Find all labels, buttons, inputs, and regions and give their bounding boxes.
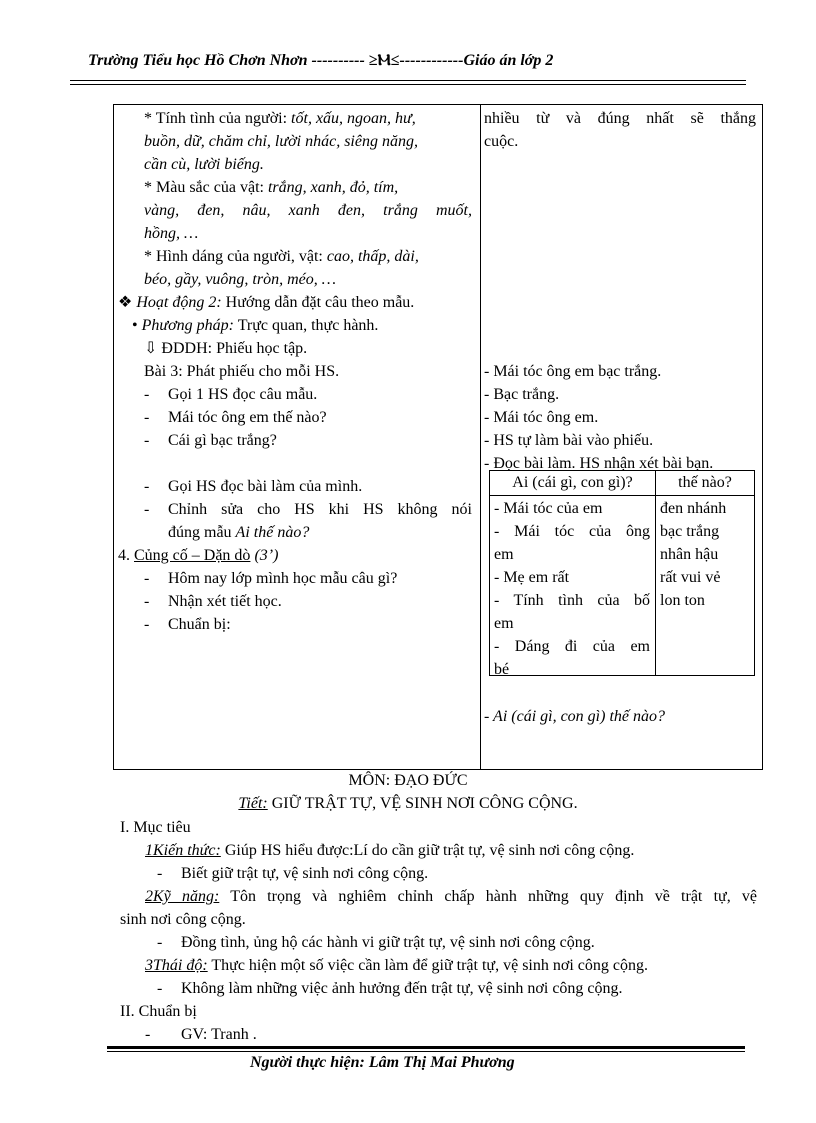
text-line: ⇩ ĐDDH: Phiếu học tập. <box>144 340 308 357</box>
section-objectives: I. Mục tiêu <box>120 819 191 836</box>
text-line: hồng, … <box>144 225 199 242</box>
header-rule-2 <box>70 84 746 85</box>
text-line: - Đọc bài làm. HS nhận xét bài bạn. <box>484 455 714 472</box>
answer-cell: - Dáng đi của em <box>494 638 650 655</box>
objective-skills: 2Kỹ năng: Tôn trọng và nghiêm chỉnh chấp hành những quy định về trật tự, vệ <box>145 888 757 905</box>
section-preparation: II. Chuẩn bị <box>120 1003 197 1020</box>
text-line: - Ai (cái gì, con gì) thế nào? <box>484 708 665 725</box>
text-line: buồn, dữ, chăm chỉ, lười nhác, siêng năng, <box>144 133 418 150</box>
section-heading: 4. Củng cố – Dặn dò (3’) <box>118 547 279 564</box>
dash-item: - Gọi 1 HS đọc câu mẫu. <box>144 386 318 403</box>
answer-table-header-who: Ai (cái gì, con gì)? <box>512 474 633 491</box>
grade-label: Giáo án lớp 2 <box>463 52 554 69</box>
text-line: vàng, đen, nâu, xanh đen, trắng muốt, <box>144 202 472 219</box>
subject-title: MÔN: ĐẠO ĐỨC <box>348 772 468 789</box>
text-line: cần cù, lười biếng. <box>144 156 264 173</box>
answer-cell: lon ton <box>660 592 705 609</box>
dash-item: - Mái tóc ông em thế nào? <box>144 409 327 426</box>
text-line: sinh nơi công cộng. <box>120 911 246 928</box>
answer-cell: em <box>494 546 514 563</box>
answer-table-header-how: thế nào? <box>678 474 732 491</box>
text-line: - Bạc trắng. <box>484 386 560 403</box>
school-name: Trường Tiểu học Hồ Chơn Nhơn <box>88 52 308 69</box>
answer-cell: đen nhánh <box>660 500 727 517</box>
answer-cell: em <box>494 615 514 632</box>
answer-table-col1 <box>494 497 650 681</box>
answer-table-col2 <box>660 497 754 612</box>
bullet-icon: • <box>132 317 138 334</box>
answer-cell: bạc trắng <box>660 523 720 540</box>
dash-item: - Hôm nay lớp mình học mẫu câu gì? <box>144 570 398 587</box>
dash-item: - GV: Tranh . <box>145 1026 257 1043</box>
answer-cell: nhân hậu <box>660 546 719 563</box>
objective-attitude: 3Thái độ: Thực hiện một số việc cần làm để giữ trật tự, vệ sinh nơi công cộng. <box>145 957 648 974</box>
dash-item: - Chuẩn bị: <box>144 616 231 633</box>
method-line: • Phương pháp: Trực quan, thực hành. <box>132 317 379 334</box>
answer-table-divider <box>655 471 656 675</box>
footer-rule <box>107 1046 745 1049</box>
text-line: đúng mẫu Ai thế nào? <box>168 524 310 541</box>
dash-item: - Chỉnh sửa cho HS khi HS không nói <box>144 501 472 518</box>
dash-item: - Gọi HS đọc bài làm của mình. <box>144 478 363 495</box>
answer-table-header-rule <box>490 495 754 496</box>
lesson-title: Tiết: GIỮ TRẬT TỰ, VỆ SINH NƠI CÔNG CỘNG. <box>238 795 578 812</box>
dash-item: - Biết giữ trật tự, vệ sinh nơi công cộng. <box>157 865 429 882</box>
text-line: Bài 3: Phát phiếu cho mỗi HS. <box>144 363 340 380</box>
footer-rule-2 <box>107 1051 745 1052</box>
answer-cell: - Tính tình của bố <box>494 592 650 609</box>
answer-cell: rất vui vẻ <box>660 569 721 586</box>
header-logo: ≥Ⲙ≤ <box>368 52 400 69</box>
dash-item: - Nhận xét tiết học. <box>144 593 282 610</box>
header-rule <box>70 80 746 81</box>
dash-item: - Cái gì bạc trắng? <box>144 432 277 449</box>
answer-cell: - Mái tóc của em <box>494 500 603 517</box>
answer-cell: bé <box>494 661 510 678</box>
header-dashes-2: ------------ <box>399 52 464 69</box>
text-line: - Mái tóc ông em. <box>484 409 599 426</box>
text-line: - Mái tóc ông em bạc trắng. <box>484 363 662 380</box>
text-line: * Màu sắc của vật: trắng, xanh, đỏ, tím, <box>144 179 399 196</box>
objective-knowledge: 1Kiến thức: Giúp HS hiểu được:Lí do cần giữ trật tự, vệ sinh nơi công cộng. <box>145 842 635 859</box>
header-dashes-1: ---------- <box>311 52 365 69</box>
page-header <box>88 52 688 70</box>
diamond-bullet-icon: ❖ <box>118 294 133 311</box>
text-line: béo, gầy, vuông, tròn, méo, … <box>144 271 336 288</box>
text-line: nhiều từ và đúng nhất sẽ thắng <box>484 110 756 127</box>
text-line: * Tính tình của người: tốt, xấu, ngoan, hư, <box>144 110 416 127</box>
activity-heading: ❖ Hoạt động 2: Hướng dẫn đặt câu theo mẫu. <box>118 294 415 311</box>
author-footer: Người thực hiện: Lâm Thị Mai Phương <box>250 1054 515 1071</box>
answer-table <box>489 470 755 676</box>
text-line: - HS tự làm bài vào phiếu. <box>484 432 654 449</box>
text-line: cuộc. <box>484 133 519 150</box>
dash-item: - Đồng tình, ủng hộ các hành vi giữ trật tự, vệ sinh nơi công cộng. <box>157 934 595 951</box>
answer-cell: - Mái tóc của ông <box>494 523 650 540</box>
answer-cell: - Mẹ em rất <box>494 569 570 586</box>
column-divider <box>480 105 481 769</box>
text-line: * Hình dáng của người, vật: cao, thấp, dài, <box>144 248 419 265</box>
dash-item: - Không làm những việc ảnh hưởng đến trật tự, vệ sinh nơi công cộng. <box>157 980 623 997</box>
